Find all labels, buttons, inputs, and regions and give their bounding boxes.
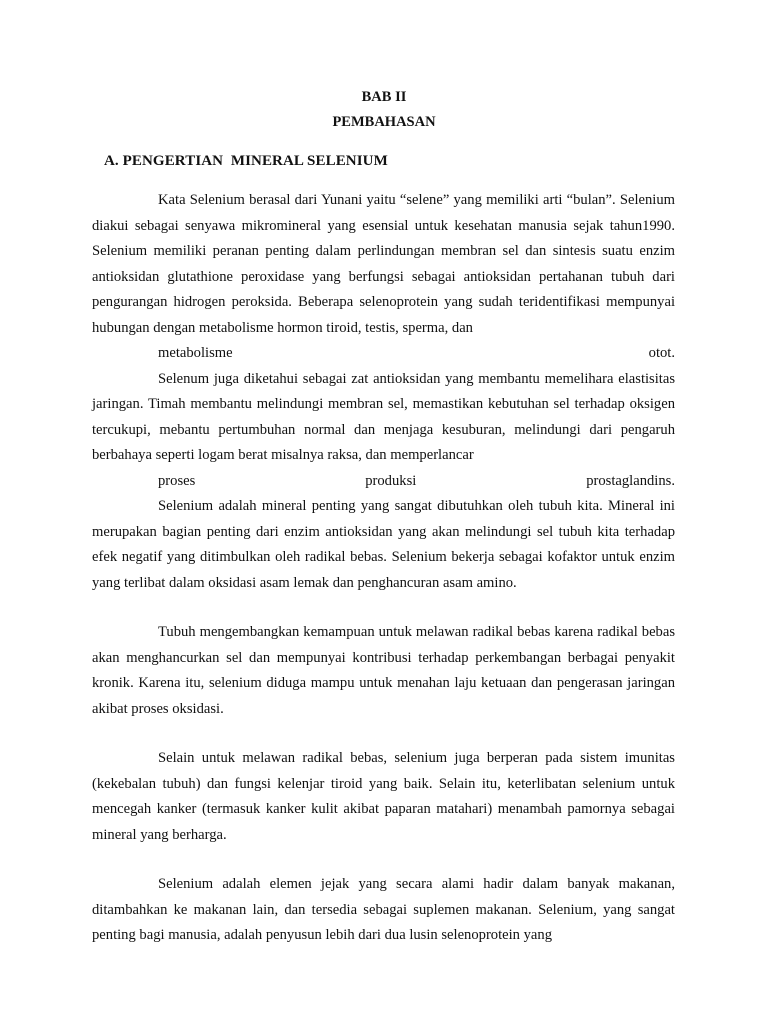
word: metabolisme [158,345,233,361]
chapter-title: PEMBAHASAN [332,114,436,130]
paragraph-5: Selain untuk melawan radikal bebas, selenium juga berperan pada sistem imunitas (kekebalan tubuh) dan fungsi kelenjar tiroid yang baik. Selain itu, keterlibatan selenium untuk mencegah kanker (termasuk kanker kulit akibat paparan matahari) menambah pamornya sebagai mineral yang berharga. [92,750,675,843]
word: prostaglandins. [586,472,675,489]
paragraph-2-last-line [92,469,675,495]
paragraph-1-last-line [92,341,675,367]
chapter-number: BAB II [361,89,407,105]
paragraph-4: Tubuh mengembangkan kemampuan untuk melawan radikal bebas karena radikal bebas akan menghancurkan sel dan mempunyai kontribusi terhadap perkembangan berbagai penyakit kronik. Karena itu, selenium diduga mampu untuk menahan laju ketuaan dan pengerasan jaringan akibat proses oksidasi. [92,624,675,717]
paragraph-1: Kata Selenium berasal dari Yunani yaitu “selene” yang memiliki arti “bulan”. Selenium diakui sebagai senyawa mikromineral yang esensial untuk kesehatan manusia sejak tahun1990. Selenium memiliki peranan penting dalam perlindungan membran sel dan sintesis suatu enzim antioksidan glutathione peroxidase yang berfungsi sebagai antioksidan pertahanan tubuh dari pengurangan hidrogen peroksida. Beberapa selenoprotein yang sudah teridentifikasi mempunyai hubungan dengan metabolisme hormon tiroid, testis, sperma, dan [92,192,675,336]
section-title: A. PENGERTIAN MINERAL SELENIUM [104,153,388,169]
paragraph-6: Selenium adalah elemen jejak yang secara alami hadir dalam banyak makanan, ditambahkan ke makanan lain, dan tersedia sebagai suplemen makanan. Selenium, yang sangat penting bagi manusia, adalah penyusun lebih dari dua lusin selenoprotein yang [92,876,675,943]
paragraph-2: Selenum juga diketahui sebagai zat antioksidan yang membantu memelihara elastisitas jaringan. Timah membantu melindungi membran sel, memastikan kebutuhan sel terhadap oksigen tercukupi, mebantu pertumbuhan normal dan menjaga kesuburan, melindungi dari pengaruh berbahaya seperti logam berat misalnya raksa, dan memperlancar [92,370,675,463]
paragraph-3: Selenium adalah mineral penting yang sangat dibutuhkan oleh tubuh kita. Mineral ini merupakan bagian penting dari enzim antioksidan yang akan melindungi sel tubuh kita terhadap efek negatif yang ditimbulkan oleh radikal bebas. Selenium bekerja sebagai kofaktor untuk enzim yang terlibat dalam oksidasi asam lemak dan penghancuran asam amino. [92,498,675,591]
word: produksi [365,472,417,489]
word: proses [158,472,196,489]
word: otot. [648,345,675,361]
body-text [92,188,675,949]
